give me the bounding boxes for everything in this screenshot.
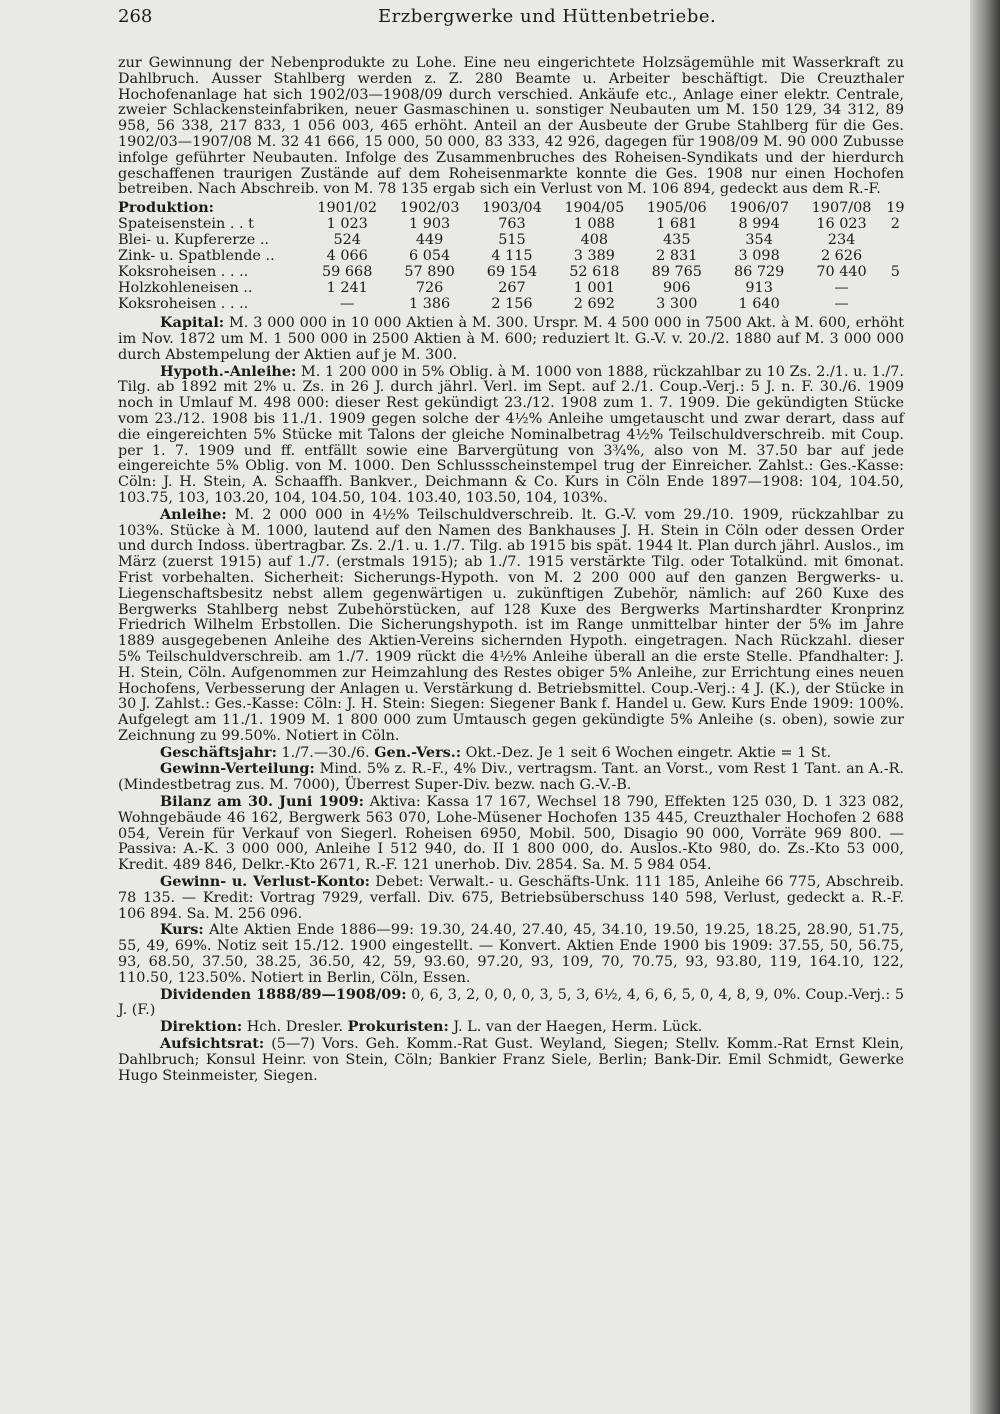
- page-body: [118, 56, 904, 1084]
- section-text: Hch. Dresler.: [242, 1019, 348, 1036]
- table-cell: 52 618: [569, 264, 620, 281]
- table-cell: 8 994: [738, 216, 780, 233]
- table-cell: 2: [890, 216, 900, 233]
- year-header: 1902/03: [399, 200, 460, 217]
- section-gewinn-verteilung: [118, 761, 904, 794]
- table-cell: 524: [333, 232, 361, 249]
- table-cell: —: [340, 296, 355, 313]
- table-cell: [883, 232, 908, 248]
- row-label: Zink- u. Spatblende ..: [118, 248, 275, 265]
- production-row: [118, 264, 908, 280]
- intro-paragraph: zur Gewinnung der Nebenprodukte zu Lohe. Eine neu eingerichtete Holzsägemühle mit Wasserkraft zu Dahlbruch. Ausser Stahlberg werden z. Z. 280 Beamte u. Arbeiter beschäftigt. Die Creuzthaler Hochofenanlage hat sich 1902/03—1908/09 durch verschied. Ankäufe etc., Anlage einer elektr. Centrale, zweier Schlackensteinfabriken, neuer Gasmaschinen u. sonstiger Neubauten um M. 150 129, 34 312, 89 958, 56 338, 217 833, 1 056 003, 465 erhöht. Anteil an der Ausbeute der Grube Stahlberg für die Ges. 1902/03—1907/08 M. 32 41 666, 15 000, 50 000, 83 333, 42 926, dagegen für 1908/09 M. 90 000 Zubusse infolge geführter Neubauten. Infolge des Zusammenbruches des Roheisen-Syndikats und der hierdurch geschaffenen traurigen Zustände auf dem Roheisenmarkte konnte die Ges. 1908 nur einen Hochofen betreiben. Nach Abschreib. von M. 78 135 ergab sich ein Verlust von M. 106 894, gedeckt aus dem R.-F.: [118, 55, 904, 198]
- year-header: 1901/02: [317, 200, 378, 217]
- production-row: [118, 248, 908, 264]
- table-cell: 86 729: [733, 264, 785, 281]
- section-kurs: [118, 922, 904, 986]
- year-header: 1906/07: [729, 200, 790, 217]
- section-label: Direktion:: [160, 1018, 243, 1036]
- table-cell: 4 066: [326, 248, 368, 265]
- section-text: (5—7) Vors. Geh. Komm.-Rat Gust. Weyland, Siegen; Stellv. Komm.-Rat Ernst Klein, Dahlbruch; Konsul Heinr. von Stein, Cöln; Bankier Franz Siele, Berlin; Bank-Dir. Emil Schmidt, Gewerke Hugo Steinmeister, Siegen.: [118, 1036, 904, 1084]
- section-label: Aufsichtsrat:: [160, 1035, 265, 1053]
- row-label: Spateisenstein . . t: [118, 216, 254, 233]
- table-cell: 267: [498, 280, 526, 297]
- section-text: M. 1 200 000 in 5% Oblig. à M. 1000 von 1888, rückzahlbar zu 10 Zs. 2./1. u. 1./7. Tilg. ab 1892 mit 2% u. Zs. in 26 J. durch jährl. Verl. im Sept. auf 2./1. Coup.-Verj.: 5 J. n. F. 30./6. 1909 noch in Umlauf M. 498 000: dieser Rest gekündigt 23./12. 1908 zum 1. 7. 1909. Die gekündigten Stücke vom 23./12. 1908 bis 11./1. 1909 gegen solche der 4½% Anleihe umgetauscht und zwar derart, dass auf die eingereichten 5% Stücke mit Talons der gleiche Nominalbetrag 4½% Teilschuldverschreib. mit Coup. per 1. 7. 1909 und ff. entfällt sowie eine Barvergütung von 3¾%, also von M. 37.50 bar auf jede eingereichte 5% Oblig. von M. 1000. Den Schlussscheinstempel trug der Einreicher. Zahlst.: Ges.-Kasse: Cöln: J. H. Stein, A. Schaaffh. Bankver., Deichmann & Co. Kurs in Cöln Ende 1897—1908: 104, 104.50, 103.75, 103, 103.20, 104, 104.50, 104. 103.40, 103.50, 104, 103%.: [118, 363, 904, 506]
- table-cell: 1 001: [573, 280, 615, 297]
- production-row: [118, 296, 908, 312]
- section-text: J. L. van der Haegen, Herm. Lück.: [448, 1019, 703, 1036]
- section-aufsichtsrat: [118, 1036, 904, 1084]
- page-number: 268: [118, 6, 153, 27]
- section-bilanz: [118, 794, 904, 874]
- year-header: 1905/06: [646, 200, 707, 217]
- table-cell: 763: [498, 216, 526, 233]
- table-cell: 3 389: [573, 248, 615, 265]
- table-cell: 69 154: [486, 264, 538, 281]
- section-hypoth-anleihe: [118, 364, 904, 507]
- section-label: Bilanz am 30. Juni 1909:: [160, 793, 364, 811]
- section-label: Gen.-Vers.:: [374, 743, 462, 761]
- section-label: Anleihe:: [160, 505, 227, 523]
- table-cell: [883, 280, 908, 296]
- row-label: Holzkohleneisen ..: [118, 280, 253, 297]
- table-cell: 234: [827, 232, 856, 249]
- table-cell: 89 765: [651, 264, 702, 281]
- section-geschaeftsjahr: [118, 745, 904, 762]
- table-cell: [883, 296, 908, 312]
- section-label: Geschäftsjahr:: [160, 743, 277, 761]
- section-dividenden: [118, 987, 904, 1020]
- table-cell: 6 054: [408, 248, 451, 265]
- table-cell: 3 300: [656, 296, 698, 313]
- section-text: Debet: Verwalt.- u. Geschäfts-Unk. 111 185, Anleihe 66 775, Abschreib. 78 135. — Kredit: Vortrag 7929, verfall. Div. 675, Betriebsüberschuss 140 598, Verlust, gedeckt a. R.-F. 106 894. Sa. M. 256 096.: [118, 874, 904, 922]
- production-row: [118, 216, 908, 232]
- table-cell: 449: [415, 232, 444, 249]
- year-header: 1907/08: [811, 200, 872, 217]
- table-cell: 906: [663, 280, 691, 297]
- row-label: Koksroheisen . . ..: [118, 264, 249, 281]
- section-text: Mind. 5% z. R.-F., 4% Div., vertragsm. Tant. an Vorst., vom Rest 1 Tant. an A.-R. (Mindestbetrag zus. M. 7000), Überrest Super-Div. bezw. nach G.-V.-B.: [118, 761, 904, 794]
- table-cell: 70 440: [816, 264, 867, 281]
- table-cell: 1 903: [408, 216, 451, 233]
- table-cell: —: [834, 280, 849, 297]
- table-cell: —: [834, 296, 849, 313]
- table-cell: 57 890: [404, 264, 455, 281]
- table-cell: 16 023: [816, 216, 867, 233]
- production-heading: Produktion:: [118, 199, 214, 217]
- section-text: M. 2 000 000 in 4½% Teilschuldverschreib. lt. G.-V. vom 29./10. 1909, rückzahlbar zu 103%. Stücke à M. 1000, lautend auf den Namen des Bankhauses J. H. Stein in Cöln oder dessen Order und durch Indoss. übertragbar. Zs. 2./1. u. 1./7. Tilg. ab 1915 bis spät. 1944 lt. Plan durch jährl. Auslos., im März (zuerst 1915) auf 1./7. (erstmals 1915); ab 1./7. 1915 verstärkte Tilg. oder Totalkünd. mit 6monat. Frist vorbehalten. Sicherheit: Sicherungs-Hypoth. von M. 2 200 000 auf den ganzen Bergwerks- u. Liegenschaftsbesitz nebst allem gegenwärtigen u. zukünftigen Zubehör, nämlich: auf 260 Kuxe des Bergwerks Stahlberg nebst Zubehörstücken, auf 128 Kuxe des Bergwerks Martinshardter Kronprinz Friedrich Wilhelm Erbstollen. Die Sicherungshypoth. ist im Range unmittelbar hinter der 5% im Jahre 1889 ausgegebenen Anleihe des Aktien-Vereins sichernden Hypoth. eingetragen. Nach Rückzahl. dieser 5% Teilschuldverschreib. am 1./7. 1909 rückt die 4½% Anleihe überall an die erste Stelle. Pfandhalter: J. H. Stein, Cöln. Aufgenommen zur Heimzahlung des Restes obiger 5% Anleihe, zur Errichtung eines neuen Hochofens, Verbesserung der Anlagen u. Verstärkung d. Betriebsmittel. Coup.-Verj.: 4 J. (K.), der Stücke in 30 J. Zahlst.: Ges.-Kasse: Cöln: J. H. Stein: Siegen: Siegener Bank f. Handel u. Gew. Kurs Ende 1909: 100%. Aufgelegt am 11./1. 1909 M. 1 800 000 zum Umtausch gegen gekündigte 5% Anleihe (s. oben), sowie zur Zeichnung zu 99.50%. Notiert in Cöln.: [118, 506, 904, 744]
- table-cell: 1 088: [573, 216, 615, 233]
- production-row: [118, 232, 908, 248]
- section-text: Aktiva: Kassa 17 167, Wechsel 18 790, Effekten 125 030, D. 1 323 082, Wohngebäude 46 162, Bergwerk 563 070, Lohe-Müsener Hochofen 135 445, Creuzthaler Hochofen 2 688 054, Verein für Verkauf von Siegerl. Roheisen 6950, Mobil. 500, Disagio 90 000, Vorräte 969 800. — Passiva: A.-K. 3 000 000, Anleihe I 512 940, do. II 1 800 000, do. Auslos.-Kto 980, do. Zs.-Kto 53 000, Kredit. 489 846, Delkr.-Kto 2671, R.-F. 121 unerhob. Div. 2854. Sa. M. 5 984 054.: [118, 794, 904, 874]
- section-direktion: [118, 1019, 904, 1036]
- table-cell: 2 692: [573, 296, 615, 313]
- table-cell: 1 681: [656, 216, 698, 233]
- section-label: Kapital:: [160, 314, 225, 332]
- page-edge-shadow: [970, 0, 1000, 1414]
- table-cell: 5: [890, 264, 900, 281]
- section-text: 1./7.—30./6.: [276, 744, 375, 761]
- table-cell: 1 640: [738, 296, 780, 313]
- section-text: 0, 6, 3, 2, 0, 0, 0, 3, 5, 3, 6½, 4, 6, 6, 5, 0, 4, 8, 9, 0%. Coup.-Verj.: 5 J. (F.): [118, 986, 904, 1019]
- section-label: Prokuristen:: [347, 1018, 449, 1036]
- year-header: 1903/04: [482, 200, 542, 217]
- section-text: Alte Aktien Ende 1886—99: 19.30, 24.40, 27.40, 45, 34.10, 19.50, 19.25, 18.25, 28.90, 51.75, 55, 49, 69%. Notiz seit 15./12. 1900 eingestellt. — Konvert. Aktien Ende 1900 bis 1909: 37.55, 50, 56.75, 93, 68.50, 37.50, 38.25, 36.50, 42, 59, 93.60, 97.20, 93, 109, 70, 70.75, 93, 93.80, 119, 164.10, 122, 110.50, 123.50%. Notiert in Berlin, Cöln, Essen.: [118, 922, 904, 986]
- table-cell: 1 023: [326, 216, 368, 233]
- section-anleihe: [118, 507, 904, 745]
- year-header: 19: [886, 200, 905, 217]
- production-row: [118, 280, 908, 296]
- production-table: [118, 200, 908, 312]
- page-header: [118, 6, 888, 32]
- section-text: Okt.-Dez. Je 1 seit 6 Wochen eingetr. Aktie = 1 St.: [461, 744, 832, 761]
- table-cell: [883, 248, 908, 264]
- row-label: Koksroheisen . . ..: [118, 296, 249, 313]
- section-label: Dividenden 1888/89—1908/09:: [160, 985, 407, 1003]
- table-cell: 2 156: [491, 296, 533, 313]
- row-label: Blei- u. Kupfererze ..: [118, 232, 270, 249]
- table-cell: 354: [745, 232, 773, 249]
- table-cell: 1 386: [408, 296, 451, 313]
- table-cell: 4 115: [491, 248, 533, 265]
- section-label: Hypoth.-Anleihe:: [160, 362, 297, 380]
- table-cell: 2 831: [656, 248, 698, 265]
- table-cell: 2 626: [820, 248, 863, 265]
- table-cell: 913: [745, 280, 773, 297]
- table-cell: 408: [580, 232, 609, 249]
- table-cell: 3 098: [738, 248, 780, 265]
- section-label: Kurs:: [160, 921, 204, 939]
- table-cell: 726: [415, 280, 444, 297]
- section-text: M. 3 000 000 in 10 000 Aktien à M. 300. Urspr. M. 4 500 000 in 7500 Akt. à M. 600, erhöht im Nov. 1872 um M. 1 500 000 in 2500 Aktien à M. 600; reduziert lt. G.-V. v. 20./2. 1880 auf M. 3 000 000 durch Abstempelung der Aktien auf je M. 300.: [118, 315, 904, 363]
- table-cell: 1 241: [326, 280, 368, 297]
- section-label: Gewinn-Verteilung:: [160, 760, 315, 778]
- section-gewinn-verlust: [118, 874, 904, 922]
- production-header-row: [118, 200, 908, 216]
- table-cell: 515: [498, 232, 526, 249]
- section-kapital: [118, 315, 904, 363]
- running-title: Erzbergwerke und Hüttenbetriebe.: [378, 6, 717, 27]
- table-cell: 59 668: [322, 264, 373, 281]
- table-cell: 435: [663, 232, 691, 249]
- year-header: 1904/05: [564, 200, 625, 217]
- section-label: Gewinn- u. Verlust-Konto:: [160, 873, 370, 891]
